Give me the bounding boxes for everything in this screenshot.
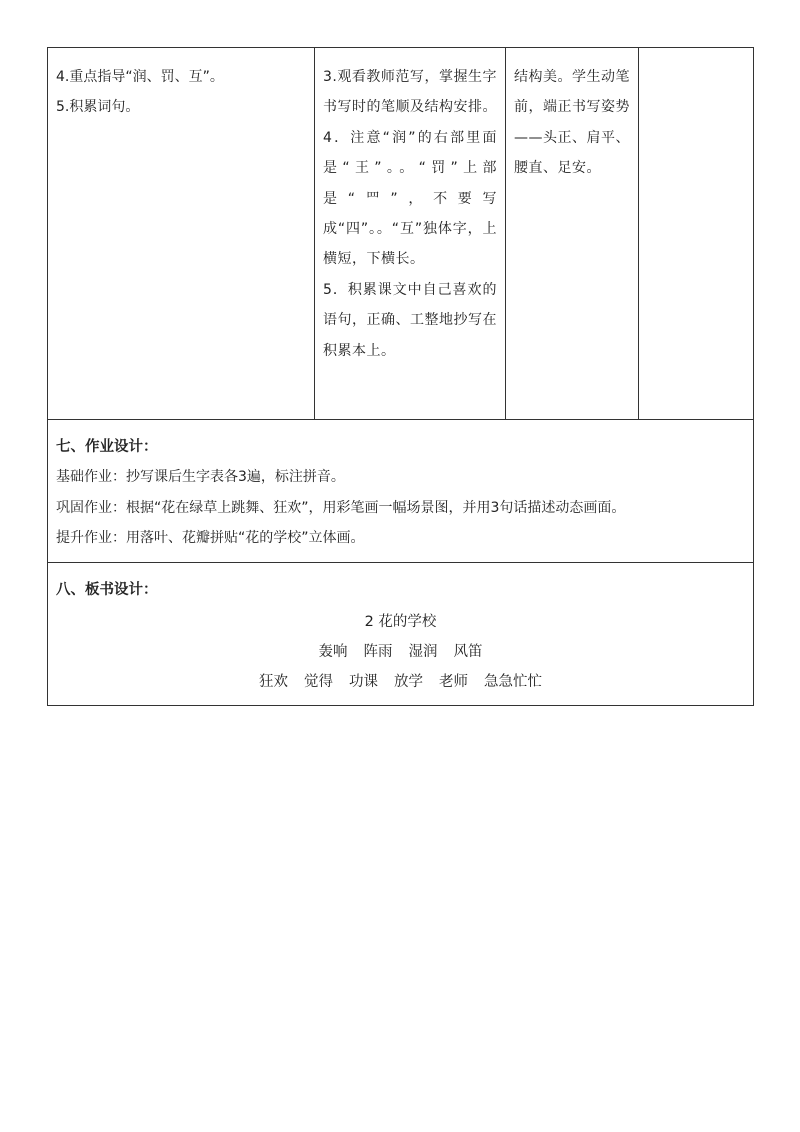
lesson-plan-page — [47, 47, 753, 706]
teacher-step-4: 4.重点指导“润、罚、互”。 — [56, 69, 224, 85]
homework-row — [48, 420, 754, 563]
design-intent-text: 结构美。学生动笔前，端正书写姿势——头正、肩平、腰直、足安。 — [514, 69, 630, 177]
board-word: 风笛 — [453, 643, 483, 660]
homework-cell — [48, 420, 754, 563]
board-word: 放学 — [394, 673, 423, 690]
board-design-cell — [48, 562, 754, 705]
student-step-4: 4．注意“润”的右部里面是“王”。。“罚”上部是“罒”，不要写成“四”。。“互”独体字，上横短，下横长。 — [323, 129, 497, 268]
student-activity-cell — [315, 48, 506, 420]
board-word: 轰响 — [318, 643, 348, 660]
student-step-3: 3.观看教师范写，掌握生字书写时的笔顺及结构安排。 — [323, 69, 497, 116]
board-word: 急急忙忙 — [484, 673, 542, 690]
board-words-row-2 — [56, 667, 745, 697]
homework-advanced: 提升作业：用落叶、花瓣拼贴“花的学校”立体画。 — [56, 530, 365, 546]
board-word: 阵雨 — [363, 643, 393, 660]
teaching-process-row — [48, 48, 754, 420]
board-words-row-1 — [56, 637, 745, 667]
lesson-plan-table — [47, 47, 754, 706]
teacher-activity-cell — [48, 48, 315, 420]
board-word: 功课 — [349, 673, 378, 690]
notes-cell — [639, 48, 754, 420]
design-intent-cell — [506, 48, 639, 420]
board-design-row — [48, 562, 754, 705]
board-lesson-title: 2 花的学校 — [364, 613, 437, 630]
homework-consolidate: 巩固作业：根据“花在绿草上跳舞、狂欢”，用彩笔画一幅场景图，并用3句话描述动态画面。 — [56, 499, 626, 516]
board-word: 狂欢 — [259, 673, 288, 690]
board-word: 觉得 — [304, 673, 333, 690]
board-design-title: 八、板书设计： — [56, 581, 158, 598]
homework-title: 七、作业设计： — [56, 439, 158, 455]
student-step-5: 5．积累课文中自己喜欢的语句，正确、工整地抄写在积累本上。 — [323, 281, 497, 359]
board-word: 老师 — [439, 673, 468, 690]
teacher-step-5: 5.积累词句。 — [56, 99, 140, 116]
homework-basic: 基础作业：抄写课后生字表各3遍，标注拼音。 — [56, 469, 345, 485]
board-word: 湿润 — [408, 643, 438, 660]
